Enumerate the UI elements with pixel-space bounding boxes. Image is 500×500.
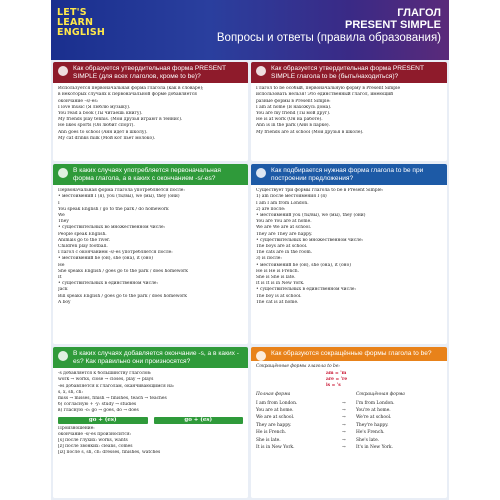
bullet-icon — [256, 168, 266, 178]
text-line: Глагол с окончанием -s/-es употребляется после: — [58, 250, 173, 256]
short-form-sentence: You're at home. — [356, 408, 391, 413]
text-line: The boys are at school. — [256, 244, 308, 250]
text-line: 3) is после: — [256, 256, 282, 262]
poster-header — [51, 0, 449, 60]
full-form: We are at school. — [256, 415, 295, 421]
bullet-icon — [256, 351, 266, 361]
text-line: • местоимений he (он), she (она), it (оно) — [58, 256, 153, 262]
short-form: am = 'm — [326, 370, 347, 376]
text-line: • местоимений you (ты/вы), we (мы), they (они) — [256, 213, 366, 218]
arrow-icon: → — [342, 400, 346, 406]
short-forms-list — [256, 371, 442, 390]
text-line: She speaks English / goes go to the park / does homework — [58, 268, 188, 274]
text-line: It — [58, 275, 62, 281]
bullet-icon — [58, 351, 68, 361]
panel-lines — [58, 371, 243, 414]
text-line: Bill speaks English / goes go to the park / does homework — [58, 293, 187, 299]
panel-header — [251, 164, 447, 185]
text-line: Глагол to be особый, первоначальную форму в Present Simple — [256, 86, 401, 92]
pill-row — [58, 417, 243, 424]
text-line: The cats are in the room. — [256, 250, 313, 256]
short-form-sentence: It's in New York. — [356, 444, 393, 450]
text-line: You are You are at home. — [256, 219, 312, 225]
text-line: work → works, close → closes, play → plays — [58, 377, 154, 383]
text-line: Children play football. — [58, 244, 108, 250]
text-line: My friends are at school (Мои друзья в школе). — [256, 129, 364, 135]
short-form: is = 's — [326, 383, 341, 389]
panel-body — [53, 185, 248, 309]
text-line: My friends play tennis. (Мои друзья играют в теннис). — [58, 117, 183, 123]
panel-body — [251, 361, 447, 456]
text-line: б) согласную + -y: study → studies — [58, 402, 137, 408]
text-line: You read a book (Ты читаешь книгу). — [58, 111, 143, 116]
text-line: Произношение: — [58, 425, 95, 431]
title-line-2: PRESENT SIMPLE — [345, 19, 441, 31]
subheading: Сокращённые формы глагола to be: — [256, 363, 340, 369]
text-line: He is He is French. — [256, 268, 300, 274]
table-row — [256, 430, 442, 436]
text-line: They are They are happy. — [256, 231, 313, 237]
text-line: Ann goes to school (Анн идет в школу). — [58, 129, 148, 135]
short-form-sentence: I'm from London. — [356, 400, 395, 406]
text-line: -es добавляется к глаголам, оканчивающимся на: — [58, 383, 175, 389]
table-row — [256, 423, 442, 429]
text-line: Jack — [58, 287, 68, 293]
logo — [57, 8, 127, 38]
text-line: They — [58, 219, 69, 225]
panel-title: В каких случаях употребляется первоначальная форма глагола, а в каких с окончанием -s/-es? — [73, 167, 221, 182]
arrow-icon — [342, 392, 356, 398]
text-line: [s] после глухих: works, wants — [58, 438, 128, 444]
text-line: окончание –s/-es: — [58, 98, 99, 104]
text-line: I love music (Я люблю музыку). — [58, 104, 131, 110]
short-forms-table — [256, 401, 442, 452]
text-line: • существительных в единственном числе: — [58, 281, 158, 287]
text-line: окончание -s/-es произносится: — [58, 431, 132, 437]
poster-page — [51, 0, 449, 500]
short-form-sentence: She's late. — [356, 437, 380, 443]
short-form-sentence: He's French. — [356, 430, 385, 436]
text-line: • существительных во множественном числе: — [58, 225, 166, 231]
arrow-icon: → — [342, 408, 346, 413]
full-form: It is in New York. — [256, 444, 295, 450]
full-form: He is French. — [256, 430, 287, 436]
text-line: He — [58, 262, 65, 268]
panel-title: Как образуются сокращённые формы глагола to be? — [271, 350, 432, 357]
text-line: He likes sports (Он любит спорт). — [58, 123, 135, 129]
text-line: miss → misses, finish → finishes, teach → teaches — [58, 396, 167, 401]
text-line: I am at home (Я нахожусь дома). — [256, 104, 332, 110]
short-form: are = 're — [326, 377, 348, 382]
text-line: разные формы в Present Simple: — [256, 98, 331, 104]
panel-body — [53, 368, 248, 459]
text-line: использовать нельзя! Это единственный глагол, имеющий — [256, 92, 394, 98]
column-header: Полная форма — [256, 392, 291, 398]
bullet-icon — [58, 66, 68, 76]
panel-header — [53, 62, 248, 83]
table-row — [256, 401, 442, 407]
title-line-1: ГЛАГОЛ — [397, 7, 441, 19]
panel-body — [251, 83, 447, 139]
logo-line: LEARN — [57, 17, 94, 28]
panel-title: В каких случаях добавляется окончание -s, а в каких -es? Как правильно они произносятся? — [73, 350, 239, 365]
panel-header — [53, 347, 248, 368]
table-row — [256, 445, 442, 451]
bullet-icon — [256, 66, 266, 76]
text-line: Animals go to the river. — [58, 237, 111, 243]
text-line: I — [58, 200, 60, 206]
text-line: Ann is in the park (Анн в парке). — [256, 123, 331, 129]
panel-header — [251, 347, 447, 361]
text-line: You are my friend (Ты мой друг). — [256, 111, 331, 116]
panel-lines — [58, 426, 243, 457]
arrow-icon: → — [342, 437, 346, 443]
text-line: Существует три формы глагола to be в Present Simple: — [256, 188, 384, 194]
panel-header — [251, 62, 447, 83]
text-line: -s добавляется к большинству глаголов: — [58, 371, 152, 377]
text-line: Первоначальная форма глагола употребляется после: — [58, 188, 185, 194]
text-line: • существительных во множественном числе: — [256, 237, 364, 243]
short-form-sentence: They're happy. — [356, 422, 389, 428]
panel-body — [251, 185, 447, 309]
panel-title: Как подбирается нужная форма глагола to be при построении предложения? — [271, 167, 424, 182]
text-line: • существительных в единственном числе: — [256, 287, 356, 293]
text-line: в) гласную -o: go → goes, do → does — [58, 408, 139, 414]
text-line: He is at work (Он на работе). — [256, 117, 323, 123]
table-row — [256, 438, 442, 444]
text-line: 2) are после: — [256, 206, 286, 212]
pill-label: go + (es) — [154, 417, 244, 424]
text-line: You speak English / go to the park / do homework — [58, 206, 169, 212]
text-line: [iz] после s, sh, ch: dresses, finishes, watches — [58, 450, 161, 456]
text-line: We — [58, 213, 65, 218]
text-line: We are We are at school. — [256, 225, 312, 231]
text-line: A boy — [58, 299, 71, 305]
arrow-icon: → — [342, 422, 346, 428]
panel-affirmative — [53, 62, 248, 161]
panel-title: Как образуется утвердительная форма PRESENT SIMPLE (для всех глаголов, кроме to be)? — [73, 65, 226, 80]
text-line: The cat is at home. — [256, 299, 299, 305]
table-header — [256, 392, 442, 398]
text-line: It is It is in New York. — [256, 281, 305, 287]
panel-header — [53, 164, 248, 185]
text-line: • местоимений he (он), she (она), it (оно) — [256, 262, 351, 268]
arrow-icon: → — [342, 415, 346, 421]
text-line: The boy is at school. — [256, 293, 302, 299]
panel-short-forms — [251, 347, 447, 498]
page-title — [141, 7, 441, 45]
full-form: I am from London. — [256, 400, 298, 406]
panel-to-be-affirmative — [251, 62, 447, 161]
short-form-sentence: We're at school. — [356, 415, 392, 421]
full-form: She is late. — [256, 437, 281, 443]
pill-label: go + (es) — [58, 417, 148, 424]
text-line: My cat drinks milk (Мой кот пьет молоко). — [58, 135, 156, 141]
column-header: Сокращённая форма — [356, 392, 405, 398]
text-line: People speak English. — [58, 231, 107, 237]
panel-body — [53, 83, 248, 145]
panel-s-es-endings — [53, 347, 248, 498]
panel-verb-forms — [53, 164, 248, 344]
text-line: Используется первоначальная форма глагола (как в словаре); — [58, 86, 204, 92]
arrow-icon: → — [342, 430, 346, 436]
text-line: s, x, sh, ch: — [58, 389, 83, 395]
text-line: She is She is late. — [256, 275, 296, 281]
arrow-icon: → — [342, 444, 346, 450]
panel-to-be-forms — [251, 164, 447, 344]
panel-title: Как образуется утвердительная форма PRESENT SIMPLE глагола to be (быть/находиться)? — [271, 65, 424, 80]
logo-line: ENGLISH — [57, 27, 106, 38]
bullet-icon — [58, 168, 68, 178]
text-line: • местоимений I (я), you (ты/вы), we (мы), they (они) — [58, 194, 180, 200]
full-form: You are at home. — [256, 408, 294, 413]
text-line: 1) am после местоимения I (я) — [256, 194, 327, 200]
text-line: в некоторых случаях к первоначальной форме добавляется — [58, 92, 197, 98]
full-form: They are happy. — [256, 422, 292, 428]
text-line: I am I am from London. — [256, 200, 309, 206]
table-row — [256, 415, 442, 421]
text-line: [z] после звонких: cleans, comes — [58, 444, 133, 450]
title-line-3: Вопросы и ответы (правила образования) — [216, 32, 441, 44]
logo-line: LET'S — [57, 7, 87, 18]
table-row — [256, 408, 442, 414]
